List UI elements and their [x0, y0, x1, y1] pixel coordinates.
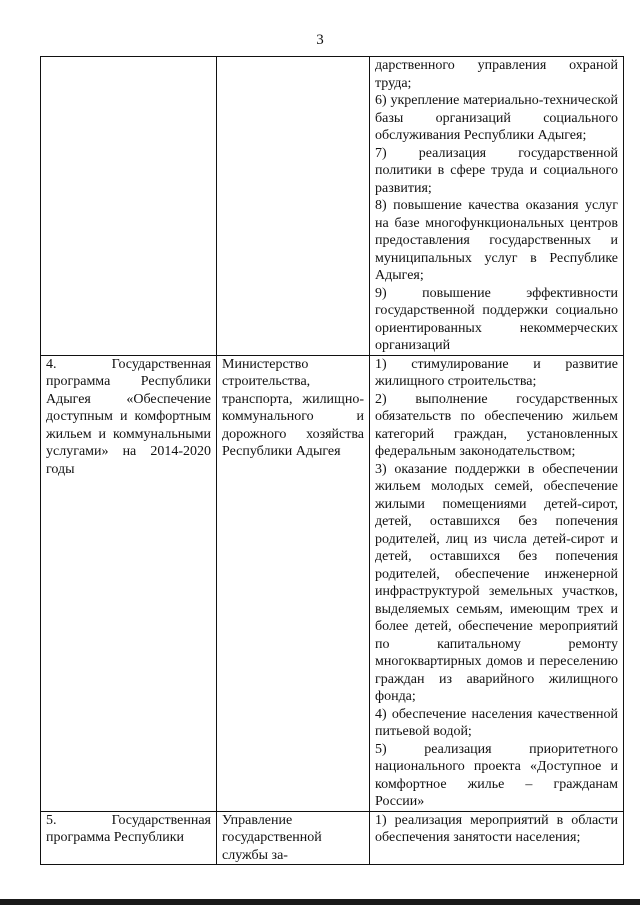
tasks-cell: [370, 811, 624, 865]
scan-edge: [0, 899, 640, 905]
program-cell: [41, 355, 217, 811]
program-cell: [41, 811, 217, 865]
tasks-cell: [370, 57, 624, 356]
responsible-text: Управление государственной службы за-: [222, 812, 322, 863]
tasks-cell: [370, 355, 624, 811]
table-row: [41, 355, 624, 811]
responsible-text: Министерство строительства, транспорта, жилищно-коммунального и дорожного хозяйства Республики Адыгея: [222, 356, 364, 459]
program-text: 4. Государственная программа Республики Адыгея «Обеспечение доступным и комфортным жильем и коммунальными услугами» на 2014-2020 годы: [46, 356, 211, 477]
tasks-text: дарственного управления охраной труда; 6) укрепление материально-технической базы организаций социального обслуживания Республики Адыгея; 7) реализация государственной политики в сфере труда и социального развития; 8) повышение качества оказания услуг на базе многофункциональных центров предоставления государственных и муниципальных услуг в Республике Адыгея; 9) повышение эффективности государственной поддержки социально ориентированных некоммерческих организаций: [375, 58, 618, 353]
table-row: [41, 811, 624, 865]
responsible-cell: [217, 355, 370, 811]
program-cell: [41, 57, 217, 356]
page-number: 3: [316, 32, 324, 48]
table-row: [41, 57, 624, 356]
responsible-cell: [217, 811, 370, 865]
tasks-text: 1) реализация мероприятий в области обеспечения занятости населения;: [375, 812, 618, 845]
tasks-text: 1) стимулирование и развитие жилищного строительства; 2) выполнение государственных обязательств по обеспечению жильем категорий граждан, установленных федеральным законодательством; 3) оказание поддержки в обеспечении жильем молодых семей, обеспечение жилыми помещениями детей-сирот, детей, оставшихся без попечения родителей, лиц из числа детей-сирот и детей, оставшихся без попечения родителей, обеспечение инженерной инфраструктурой земельных участков, выделяемых семьям, имеющим трех и более детей, обеспечение мероприятий по капитальному ремонту многоквартирных домов и переселению граждан из аварийного жилищного фонда; 4) обеспечение населения качественной питьевой водой; 5) реализация приоритетного национального проекта «Доступное и комфортное жилье – гражданам России»: [375, 356, 618, 809]
program-text: 5. Государственная программа Республики: [46, 812, 211, 845]
responsible-cell: [217, 57, 370, 356]
programs-table: [40, 56, 624, 865]
